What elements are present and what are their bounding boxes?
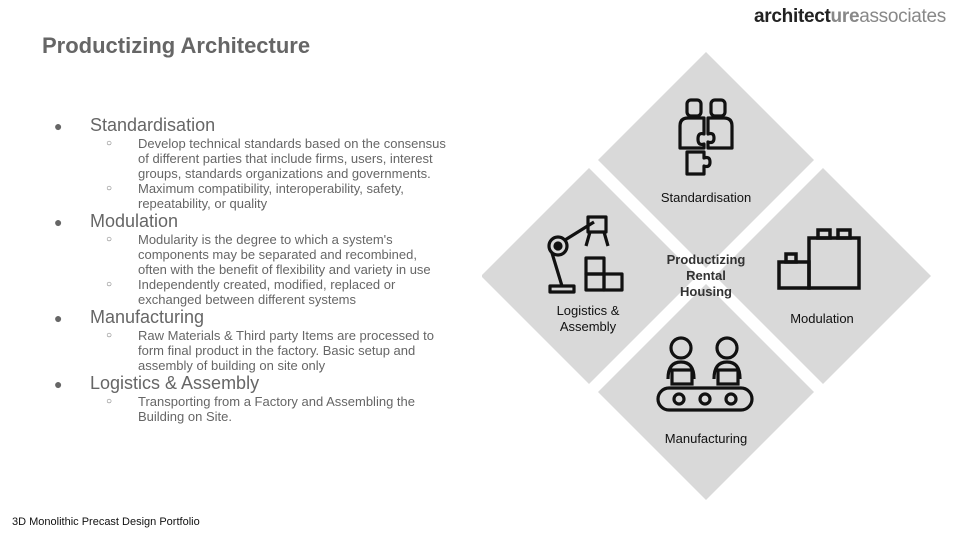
center-label: Productizing Rental Housing bbox=[666, 252, 746, 299]
bullet-heading: ● Manufacturing bbox=[54, 307, 205, 327]
bullet-item bbox=[54, 115, 454, 211]
bullet-item bbox=[54, 373, 454, 424]
sub-bullet: ○ Develop technical standards based on the consensus of different parties that include firms, users, interest groups, standards organizations and governments. bbox=[106, 136, 446, 181]
bullet-heading: ● Standardisation bbox=[54, 115, 216, 135]
bullet-item bbox=[54, 211, 454, 307]
right-label: Modulation bbox=[790, 311, 854, 326]
bullet-heading: ● Modulation bbox=[54, 211, 179, 231]
sub-bullet: ○ Transporting from a Factory and Assembling the Building on Site. bbox=[106, 394, 415, 424]
sub-bullet: ○ Independently created, modified, replaced or exchanged between different systems bbox=[106, 277, 396, 307]
left-label: Logistics & Assembly bbox=[556, 303, 620, 334]
footer-text: 3D Monolithic Precast Design Portfolio bbox=[12, 516, 200, 528]
bottom-label: Manufacturing bbox=[664, 431, 748, 446]
bullet-list bbox=[54, 115, 454, 424]
bullet-heading: ● Logistics & Assembly bbox=[54, 373, 260, 393]
sub-bullet: ○ Maximum compatibility, interoperability, safety, repeatability, or quality bbox=[106, 181, 404, 211]
sub-bullet: ○ Raw Materials & Third party Items are processed to form final product in the factory. Basic setup and assembly of building on site only bbox=[106, 328, 434, 373]
company-logo: architectureassociates bbox=[754, 6, 946, 27]
sub-bullet: ○ Modularity is the degree to which a system's components may be separated and recombined, often with the benefit of flexibility and variety in use bbox=[106, 232, 431, 277]
bullet-item bbox=[54, 307, 454, 373]
slide-title: Productizing Architecture bbox=[42, 33, 311, 58]
top-label: Standardisation bbox=[660, 190, 752, 205]
